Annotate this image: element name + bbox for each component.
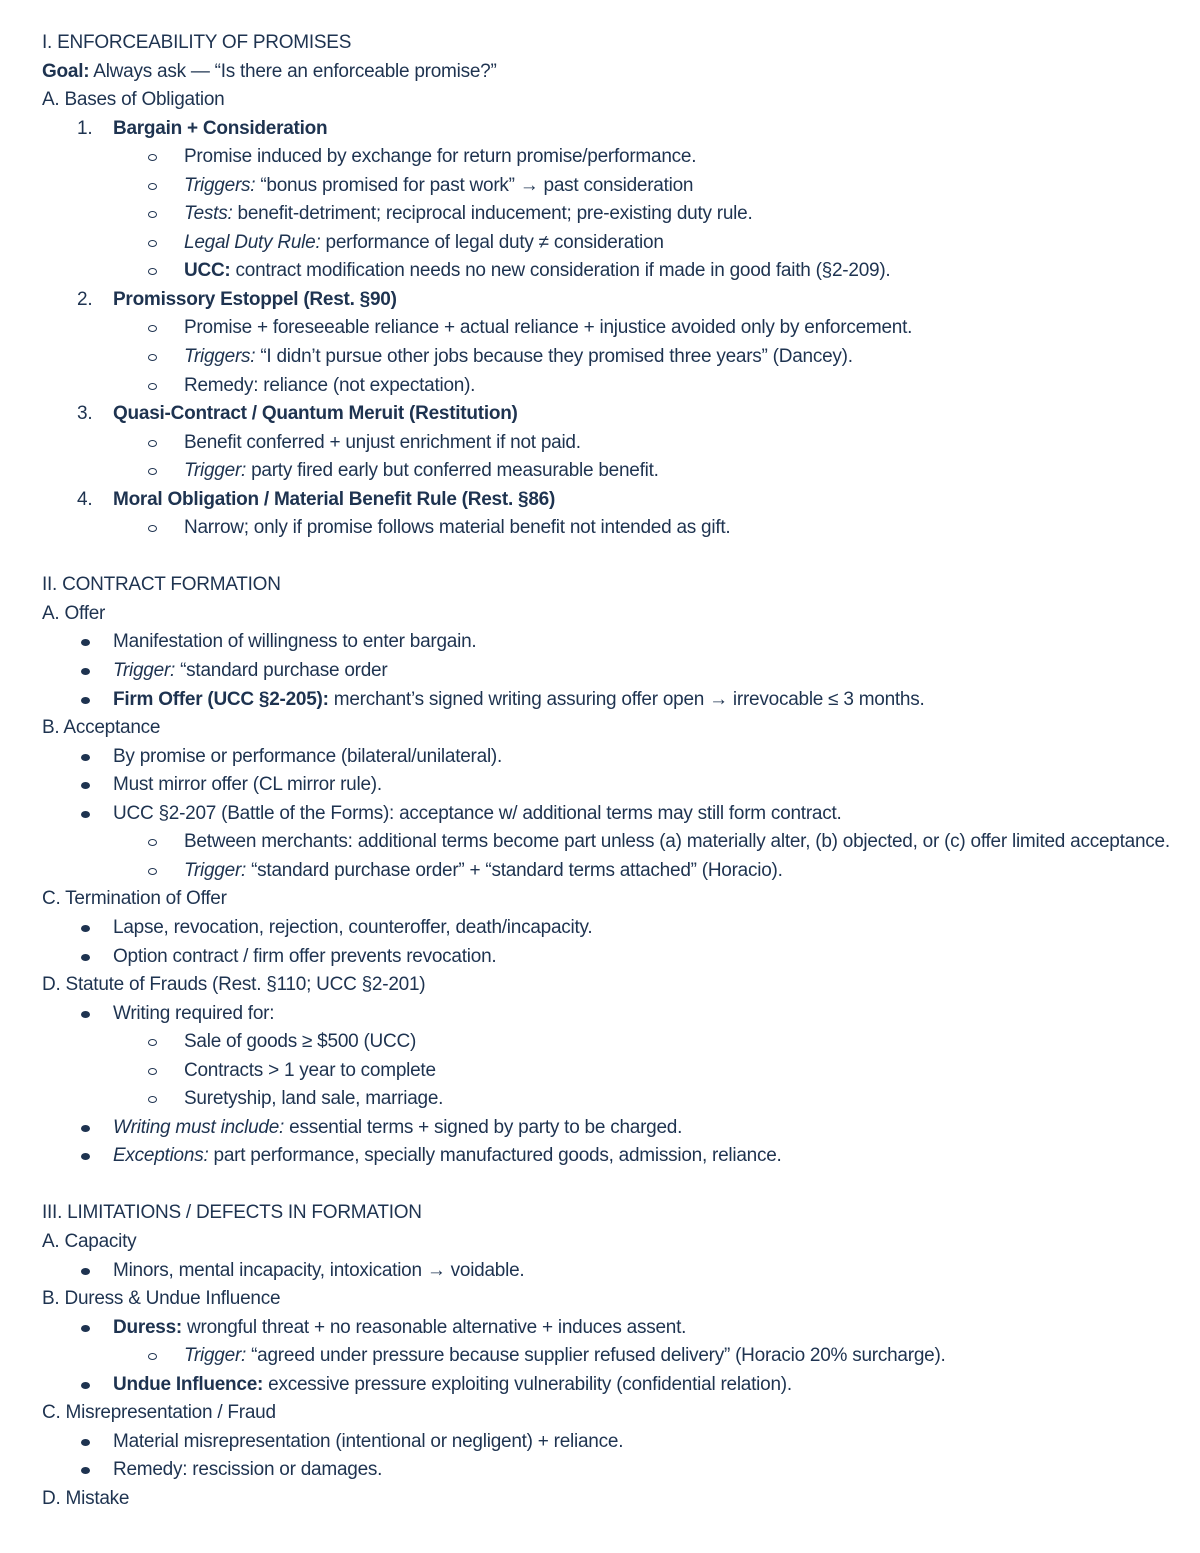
line-text: “standard purchase order: [175, 660, 388, 682]
outline-line: [42, 1485, 1182, 1514]
bullet-disc-icon: [81, 1125, 90, 1132]
line-text: “standard purchase order” + “standard terms attached” (Horacio).: [246, 859, 783, 881]
line-text: D. Mistake: [42, 1487, 130, 1509]
item-number: 2.: [77, 288, 93, 310]
bullet-item: [42, 686, 1182, 715]
line-text: “bonus promised for past work” → past consideration: [255, 174, 694, 196]
bullet-disc-icon: [81, 697, 90, 704]
line-text: contract modification needs no new consideration if made in good faith (§2-209).: [230, 260, 891, 282]
sub-bullet-item: [42, 514, 1182, 543]
sub-bullet-item: [42, 372, 1182, 401]
line-text: party fired early but conferred measurable benefit.: [246, 460, 659, 482]
line-text: Remedy: rescission or damages.: [113, 1459, 383, 1481]
sub-bullet-item: [42, 1057, 1182, 1086]
line-text: II. CONTRACT FORMATION: [42, 574, 281, 596]
line-text: Promise + foreseeable reliance + actual reliance + injustice avoided only by enforcement.: [184, 317, 913, 339]
bullet-item: [42, 743, 1182, 772]
line-text: I. ENFORCEABILITY OF PROMISES: [42, 32, 352, 53]
section-heading: [42, 571, 1182, 600]
line-text: C. Termination of Offer: [42, 888, 227, 910]
sub-bullet-item: [42, 1085, 1182, 1114]
sub-bullet-item: [42, 229, 1182, 258]
line-text: Material misrepresentation (intentional or negligent) + reliance.: [113, 1430, 624, 1452]
bold-text: Duress:: [113, 1316, 182, 1338]
line-text: Promise induced by exchange for return promise/performance.: [184, 146, 697, 168]
line-text: Suretyship, land sale, marriage.: [184, 1088, 444, 1110]
italic-text: Triggers:: [184, 174, 256, 196]
italic-text: Legal Duty Rule:: [184, 231, 321, 253]
line-text: D. Statute of Frauds (Rest. §110; UCC §2-201): [42, 974, 426, 996]
bullet-circle-icon: [148, 1096, 157, 1103]
bullet-disc-icon: [81, 782, 90, 789]
line-text: essential terms + signed by party to be charged.: [284, 1116, 683, 1138]
bullet-disc-icon: [81, 1439, 90, 1446]
bullet-circle-icon: [148, 211, 157, 218]
line-text: Narrow; only if promise follows material benefit not intended as gift.: [184, 517, 731, 539]
bullet-circle-icon: [148, 1353, 157, 1360]
bullet-item: [42, 943, 1182, 972]
bold-text: Firm Offer (UCC §2-205):: [113, 688, 329, 710]
blank-line: [42, 1171, 1182, 1200]
outline-document: [42, 29, 1182, 1513]
bullet-item: [42, 1314, 1182, 1343]
bullet-item: [42, 1000, 1182, 1029]
sub-bullet-item: [42, 457, 1182, 486]
bullet-item: [42, 914, 1182, 943]
bullet-item: [42, 1257, 1182, 1286]
line-text: A. Capacity: [42, 1230, 137, 1252]
bullet-disc-icon: [81, 754, 90, 761]
bullet-item: [42, 628, 1182, 657]
bullet-circle-icon: [148, 240, 157, 247]
bold-text: Promissory Estoppel (Rest. §90): [113, 288, 397, 310]
line-text: Always ask — “Is there an enforceable promise?”: [89, 60, 497, 82]
bullet-circle-icon: [148, 383, 157, 390]
line-text: Writing required for:: [113, 1002, 275, 1024]
italic-text: Trigger:: [184, 859, 247, 881]
bullet-item: [42, 1371, 1182, 1400]
sub-bullet-item: [42, 1342, 1182, 1371]
blank-line: [42, 543, 1182, 572]
line-text: III. LIMITATIONS / DEFECTS IN FORMATION: [42, 1202, 422, 1224]
outline-line: [42, 1399, 1182, 1428]
line-text: excessive pressure exploiting vulnerability (confidential relation).: [263, 1373, 792, 1395]
italic-text: Trigger:: [184, 460, 247, 482]
item-number: 4.: [77, 488, 93, 510]
line-text: A. Bases of Obligation: [42, 89, 225, 111]
bullet-disc-icon: [81, 1325, 90, 1332]
bullet-item: [42, 1142, 1182, 1171]
italic-text: Writing must include:: [113, 1116, 285, 1138]
line-text: B. Acceptance: [42, 717, 161, 739]
line-text: Option contract / firm offer prevents revocation.: [113, 945, 497, 967]
outline-line: [42, 971, 1182, 1000]
bold-text: Moral Obligation / Material Benefit Rule (Rest. §86): [113, 488, 556, 510]
outline-line: [42, 86, 1182, 115]
bullet-item: [42, 1428, 1182, 1457]
line-text: A. Offer: [42, 602, 106, 624]
italic-text: Tests:: [184, 203, 233, 225]
bullet-circle-icon: [148, 525, 157, 532]
line-text: UCC §2-207 (Battle of the Forms): acceptance w/ additional terms may still form contract.: [113, 802, 842, 824]
bullet-circle-icon: [148, 839, 157, 846]
bullet-item: [42, 1114, 1182, 1143]
bullet-item: [42, 771, 1182, 800]
line-text: Benefit conferred + unjust enrichment if not paid.: [184, 431, 581, 453]
line-text: Manifestation of willingness to enter bargain.: [113, 631, 477, 653]
bold-text: UCC:: [184, 260, 231, 282]
bullet-item: [42, 1456, 1182, 1485]
bullet-disc-icon: [81, 925, 90, 932]
bullet-disc-icon: [81, 1011, 90, 1018]
outline-line: [42, 885, 1182, 914]
line-text: Sale of goods ≥ $500 (UCC): [184, 1031, 417, 1053]
bold-text: Undue Influence:: [113, 1373, 264, 1395]
bullet-disc-icon: [81, 1382, 90, 1389]
line-text: Contracts > 1 year to complete: [184, 1059, 436, 1081]
bullet-disc-icon: [81, 639, 90, 646]
bold-text: Goal:: [42, 60, 90, 82]
line-text: Remedy: reliance (not expectation).: [184, 374, 476, 396]
line-text: “I didn’t pursue other jobs because they promised three years” (Dancey).: [255, 346, 853, 368]
bullet-disc-icon: [81, 1268, 90, 1275]
sub-bullet-item: [42, 143, 1182, 172]
italic-text: Exceptions:: [113, 1145, 209, 1167]
line-text: merchant’s signed writing assuring offer open → irrevocable ≤ 3 months.: [328, 688, 925, 710]
sub-bullet-item: [42, 1028, 1182, 1057]
bullet-circle-icon: [148, 868, 157, 875]
bold-text: Quasi-Contract / Quantum Meruit (Restitution): [113, 403, 518, 425]
bullet-disc-icon: [81, 811, 90, 818]
line-text: B. Duress & Undue Influence: [42, 1288, 281, 1310]
sub-bullet-item: [42, 343, 1182, 372]
bullet-circle-icon: [148, 268, 157, 275]
bold-text: Bargain + Consideration: [113, 117, 328, 139]
bullet-circle-icon: [148, 183, 157, 190]
line-text: By promise or performance (bilateral/unilateral).: [113, 745, 503, 767]
sub-bullet-item: [42, 257, 1182, 286]
bullet-circle-icon: [148, 1068, 157, 1075]
numbered-item: [42, 115, 1182, 144]
outline-line: [42, 58, 1182, 87]
bullet-disc-icon: [81, 954, 90, 961]
section-heading: [42, 1199, 1182, 1228]
italic-text: Trigger:: [184, 1345, 247, 1367]
line-text: C. Misrepresentation / Fraud: [42, 1402, 276, 1424]
line-text: Minors, mental incapacity, intoxication → voidable.: [113, 1259, 525, 1281]
italic-text: Trigger:: [113, 660, 176, 682]
bullet-circle-icon: [148, 154, 157, 161]
bullet-circle-icon: [148, 440, 157, 447]
bullet-item: [42, 800, 1182, 829]
line-text: benefit-detriment; reciprocal inducement; pre-existing duty rule.: [232, 203, 753, 225]
line-text: Must mirror offer (CL mirror rule).: [113, 774, 382, 796]
bullet-circle-icon: [148, 325, 157, 332]
line-text: part performance, specially manufactured goods, admission, reliance.: [208, 1145, 782, 1167]
bullet-item: [42, 657, 1182, 686]
outline-line: [42, 714, 1182, 743]
sub-bullet-item: [42, 200, 1182, 229]
line-text: Lapse, revocation, rejection, counteroffer, death/incapacity.: [113, 916, 593, 938]
section-heading: [42, 29, 1182, 58]
item-number: 3.: [77, 403, 93, 425]
sub-bullet-item: [42, 857, 1182, 886]
bullet-disc-icon: [81, 668, 90, 675]
sub-bullet-item: [42, 314, 1182, 343]
bullet-circle-icon: [148, 354, 157, 361]
line-text: Between merchants: additional terms become part unless (a) materially alter, (b) objected, or (c) offer limited acceptance.: [184, 831, 1170, 853]
line-text: performance of legal duty ≠ consideration: [320, 231, 664, 253]
item-number: 1.: [77, 117, 93, 139]
italic-text: Triggers:: [184, 346, 256, 368]
line-text: wrongful threat + no reasonable alternative + induces assent.: [182, 1316, 687, 1338]
bullet-disc-icon: [81, 1467, 90, 1474]
outline-line: [42, 1285, 1182, 1314]
bullet-circle-icon: [148, 468, 157, 475]
line-text: “agreed under pressure because supplier refused delivery” (Horacio 20% surcharge).: [246, 1345, 946, 1367]
bullet-disc-icon: [81, 1153, 90, 1160]
numbered-item: [42, 486, 1182, 515]
numbered-item: [42, 286, 1182, 315]
sub-bullet-item: [42, 429, 1182, 458]
bullet-circle-icon: [148, 1039, 157, 1046]
outline-line: [42, 600, 1182, 629]
numbered-item: [42, 400, 1182, 429]
sub-bullet-item: [42, 828, 1182, 857]
sub-bullet-item: [42, 172, 1182, 201]
outline-line: [42, 1228, 1182, 1257]
